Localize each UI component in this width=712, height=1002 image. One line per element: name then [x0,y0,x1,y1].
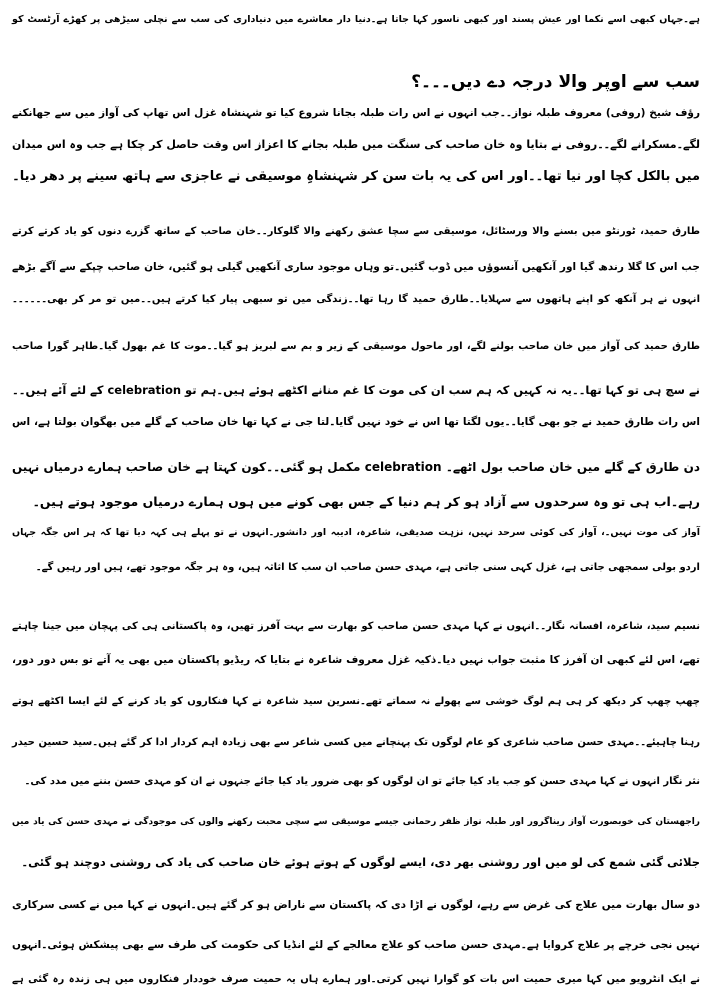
text-line: رہے۔اب ہی تو وہ سرحدوں سے آزاد ہو کر ہم دنیا کے جس بھی کونے میں ہوں ہمارے درمیاں موجود ہوتے ہیں۔ [32,494,700,509]
text-line: میں بالکل کچا اور نیا تھا۔۔اور اس کی یہ بات سن کر شہنشاہِ موسیقی نے عاجزی سے ہاتھ سینے پر دھر دیا۔ [12,169,700,184]
text-line: دن طارق کے گلے میں خان صاحب بول اٹھے۔ celebration مکمل ہو گئی۔۔کون کہتا ہے خان صاحب ہمارے درمیاں نہیں [12,460,700,474]
text-line: راجھستان کی خوبصورت آواز ریناگرور اور طبلہ نواز ظفر رحمانی جیسے موسیقی سے سچی محبت رکھنے والوں کی موجودگی نے مہدی حسن کی یاد میں [12,817,700,827]
text-line: نہیں نجی خرچے پر علاج کروایا ہے۔مہدی حسن صاحب کو علاج معالجے کے لئے انڈیا کی حکومت کی طرف سے بھی پیشکش ہوئی۔انہوں [12,939,700,951]
text-line: تھے، اس لئے کبھی ان آفرز کا مثبت جواب نہیں دیا۔ذکیہ غزل معروف شاعرہ نے بتایا کہ ریڈیو پاکستان میں بھی یہ آتے تو بس دور دور، [12,654,700,666]
text-line: سب سے اوپر والا درجہ دے دیں۔۔۔؟ [411,72,700,92]
text-line: لگے۔مسکرانے لگے۔۔روفی نے بتایا وہ خان صاحب کی سنگت میں طبلہ بجانے کا اعزاز اس وقت حاصل کر چکا ہے جب وہ اس میدان [12,138,700,151]
text-line: رہنا چاہیئے۔۔مہدی حسن صاحب شاعری کو عام لوگوں تک پہنچانے میں کسی شاعر سے بھی زیادہ اہم کردار ادا کر گئے ہیں۔سید حسین حیدر [12,737,700,748]
text-line: طارق حمید، ٹورنٹو میں بسنے والا ورسٹائل، موسیقی سے سچا عشق رکھنے والا گلوکار۔۔خان صاحب کے ساتھ گزرے دنوں کو یاد کرتے کرتے [12,226,700,237]
text-line: نسیم سید، شاعرہ، افسانہ نگار۔۔انہوں نے کہا مہدی حسن صاحب کو بھارت سے بہت آفرز تھیں، وہ پاکستانی ہی کی پہچان میں جینا چاہتے [12,621,700,632]
text-line: دو سال بھارت میں علاج کی غرض سے رہے، لوگوں نے اڑا دی کہ پاکستان سے ناراض ہو کر گئے ہیں۔انہوں نے کہا میں نے کسی سرکاری [12,899,700,911]
text-line: رؤف شیخ (روفی) معروف طبلہ نواز۔۔جب انہوں نے اس رات طبلہ بجانا شروع کیا تو شہنشاہ غزل اس تھاپ کی آواز میں سے جھانکنے [12,107,700,119]
text-line: طارق حمید کی آواز میں خان صاحب بولنے لگے، اور ماحول موسیقی کے زیر و بم سے لبریز ہو گیا۔۔موت کا غم بھول گیا۔طاہر گورا صاحب [12,341,700,352]
text-line: نے ایک انٹرویو میں کہا میری حمیت اس بات کو گوارا نہیں کرتی۔اور ہمارے ہاں یہ حمیت صرف خوددار فنکاروں میں ہی زندہ رہ گئی ہے [12,974,700,985]
text-line: نثر نگار انہوں نے کہا مہدی حسن کو جب یاد کیا جائے تو ان لوگوں کو بھی ضرور یاد کیا جائے جنہوں نے ان کو مہدی حسن بننے میں مدد کی۔ [24,776,700,787]
text-line: آواز کی موت نہیں۔، آواز کی کوئی سرحد نہیں، نزہت صدیقی، شاعرہ، ادیبہ اور دانشور۔انہوں نے تو پہلے ہی کہہ دیا تھا کہ ہر اس جگہ جہاں [12,527,700,538]
text-line: چھپ چھپ کر دیکھ کر ہی ہم لوگ خوشی سے پھولے نہ سماتے تھے۔نسرین سید شاعرہ نے کہا فنکاروں کو یاد کرنے کے لئے ایسا اکٹھے ہوتے [12,696,700,707]
text-line: جلائی گئی شمع کی لو میں اور روشنی بھر دی، ایسے لوگوں کے ہوتے ہوئے خان صاحب کی یاد کی روشنی دوچند ہو گئی۔ [21,855,700,869]
text-line: ہے۔جہاں کبھی اسے نکما اور عیش پسند اور کبھی ناسور کہا جاتا ہے۔دنیا دار معاشرے میں دنیاداری کی سب سے نچلی سیڑھی پر کھڑے آرٹسٹ کو [12,14,700,25]
text-line: نے سچ ہی تو کہا تھا۔۔یہ نہ کہیں کہ ہم سب ان کی موت کا غم منانے اکٹھے ہوئے ہیں۔ہم تو celebration کے لئے آئے ہیں۔۔ [12,383,701,397]
text-line: اس رات طارق حمید نے جو بھی گایا۔۔یوں لگتا تھا اس نے خود نہیں گایا۔لتا جی نے کہا تھا خان صاحب کے گلے میں بھگوان بولتا ہے، اس [12,416,700,428]
text-line: جب اس کا گلا رندھ گیا اور آنکھیں آنسوؤں میں ڈوب گئیں۔تو وہاں موجود ساری آنکھیں گیلی ہو گئیں، خان صاحب چپکے سے آگے بڑھے [12,261,700,273]
text-line: اردو بولی سمجھی جاتی ہے، غزل کہی سنی جاتی ہے، مہدی حسن صاحب ان سب کا اثاثہ ہیں، وہ ہر جگہ موجود تھے، ہیں اور رہیں گے۔ [35,562,700,573]
text-line: انہوں نے ہر آنکھ کو اپنے ہاتھوں سے سہلایا۔۔طارق حمید گا رہا تھا۔۔زندگی میں تو سبھی پیار کیا کرتے ہیں۔۔میں تو مر کر بھی۔۔۔۔۔۔ [12,294,700,305]
